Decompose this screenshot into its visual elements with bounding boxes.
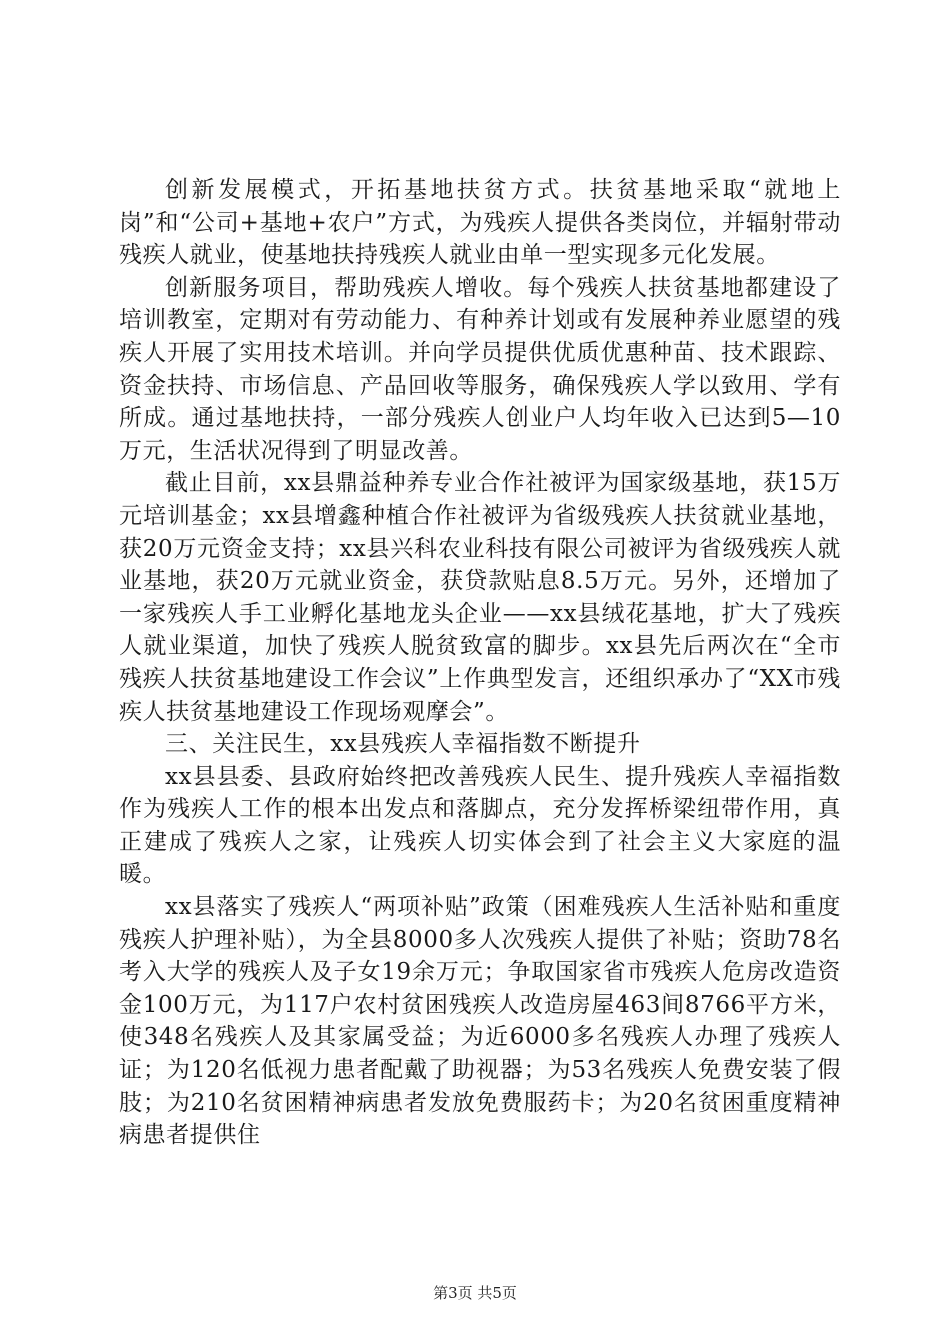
document-body [119, 174, 841, 1152]
paragraph-achievements: 截止目前，xx县鼎益种养专业合作社被评为国家级基地，获15万元培训基金；xx县增鑫种植合作社被评为省级残疾人扶贫就业基地，获20万元资金支持；xx县兴科农业科技有限公司被评为省级残疾人就业基地，获20万元就业资金，获贷款贴息8.5万元。另外，还增加了一家残疾人手工业孵化基地龙头企业——xx县绒花基地，扩大了残疾人就业渠道，加快了残疾人脱贫致富的脚步。xx县先后两次在“全市残疾人扶贫基地建设工作会议”上作典型发言，还组织承办了“XX市残疾人扶贫基地建设工作现场观摩会”。 [119, 470, 841, 725]
paragraph-base-mode: 创新发展模式，开拓基地扶贫方式。扶贫基地采取“就地上岗”和“公司+基地+农户”方式，为残疾人提供各类岗位，并辐射带动残疾人就业，使基地扶持残疾人就业由单一型实现多元化发展。 [119, 177, 841, 269]
paragraph-service-projects: 创新服务项目，帮助残疾人增收。每个残疾人扶贫基地都建设了培训教室，定期对有劳动能力、有种养计划或有发展种养业愿望的残疾人开展了实用技术培训。并向学员提供优质优惠种苗、技术跟踪、资金扶持、市场信息、产品回收等服务，确保残疾人学以致用、学有所成。通过基地扶持，一部分残疾人创业户人均年收入已达到5—10万元，生活状况得到了明显改善。 [119, 274, 841, 464]
paragraph-subsidies: xx县落实了残疾人“两项补贴”政策（困难残疾人生活补贴和重度残疾人护理补贴），为全县8000多人次残疾人提供了补贴；资助78名考入大学的残疾人及子女19余万元；争取国家省市残疾人危房改造资金100万元，为117户农村贫困残疾人改造房屋463间8766平方米，使348名残疾人及其家属受益；为近6000多名残疾人办理了残疾人证；为120名低视力患者配戴了助视器；为53名残疾人免费安装了假肢；为210名贫困精神病患者发放免费服药卡；为20名贫困重度精神病患者提供住 [119, 894, 841, 1149]
section-heading-livelihood: 三、关注民生，xx县残疾人幸福指数不断提升 [165, 731, 641, 758]
page-number-footer: 第3页 共5页 [433, 1284, 517, 1302]
paragraph-government-commitment: xx县县委、县政府始终把改善残疾人民生、提升残疾人幸福指数作为残疾人工作的根本出发点和落脚点，充分发挥桥梁纽带作用，真正建成了残疾人之家，让残疾人切实体会到了社会主义大家庭的温暖。 [119, 763, 841, 888]
